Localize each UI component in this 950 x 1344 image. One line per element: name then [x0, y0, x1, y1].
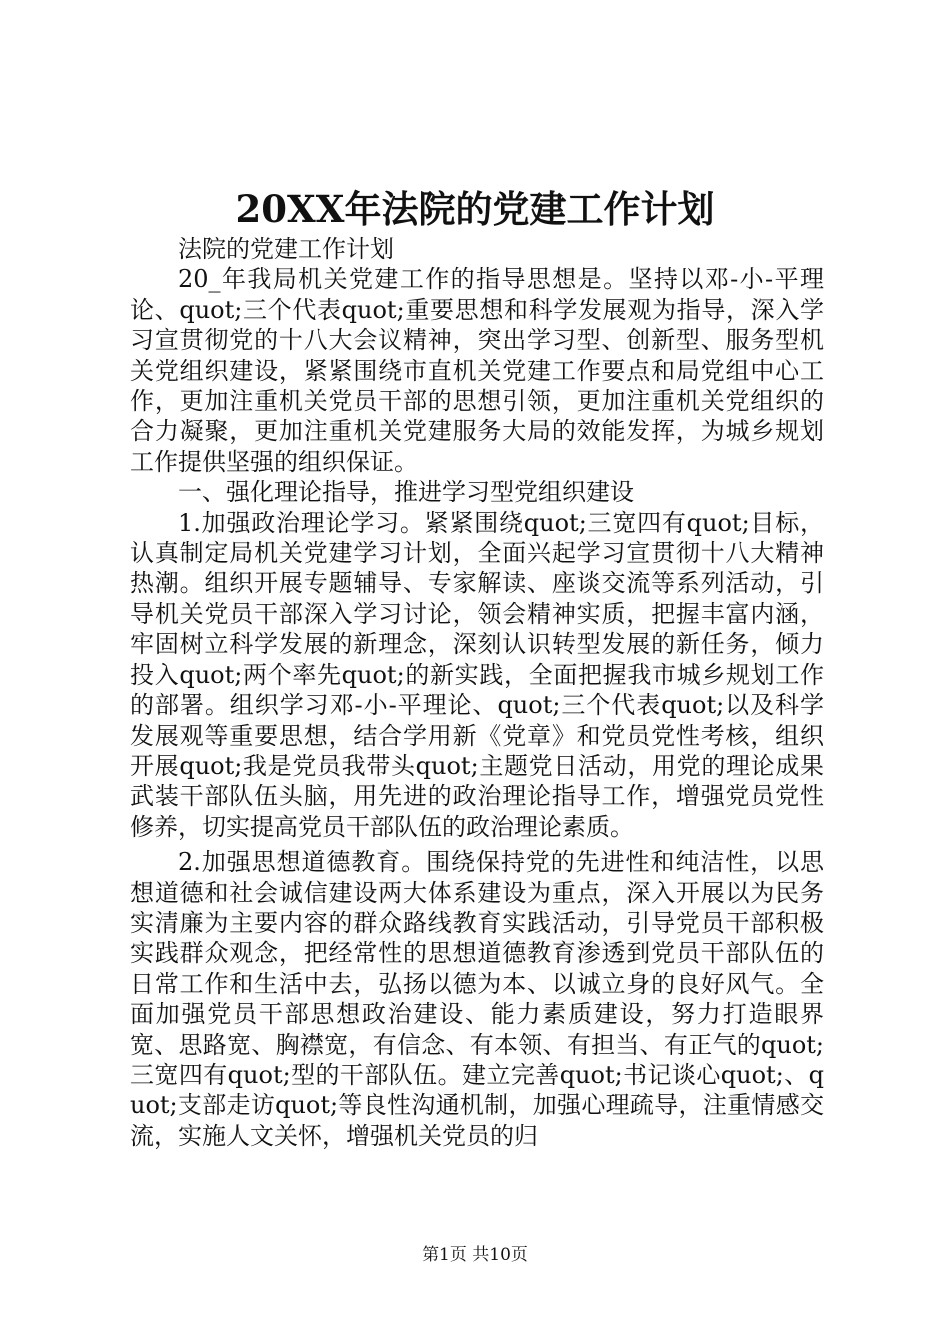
page-footer: 第1页 共10页: [422, 1245, 528, 1265]
paragraph-moral-education: 2.加强思想道德教育。围绕保持党的先进性和纯洁性，以思想道德和社会诚信建设两大体系建设为重点，深入开展以为民务实清廉为主要内容的群众路线教育实践活动，引导党员干部积极实践群众观念，把经常性的思想道德教育渗透到党员干部队伍的日常工作和生活中去，弘扬以德为本、以诚立身的良好风气。全面加强党员干部思想政治建设、能力素质建设，努力打造眼界宽、思路宽、胸襟宽，有信念、有本领、有担当、有正气的quot;三宽四有quot;型的干部队伍。建立完善quot;书记谈心quot;、quot;支部走访quot;等良性沟通机制，加强心理疏导，注重情感交流，实施人文关怀，增强机关党员的归: [130, 848, 824, 1150]
document-body: [130, 234, 824, 1151]
section-heading-1: 一、强化理论指导，推进学习型党组织建设: [178, 478, 634, 507]
paragraph-guiding-thought: 20_年我局机关党建工作的指导思想是。坚持以邓-小-平理论、quot;三个代表quot;重要思想和科学发展观为指导，深入学习宣贯彻党的十八大会议精神，突出学习型、创新型、服务型机关党组织建设，紧紧围绕市直机关党建工作要点和局党组中心工作，更加注重机关党员干部的思想引领，更加注重机关党组织的合力凝聚，更加注重机关党建服务大局的效能发挥，为城乡规划工作提供坚强的组织保证。: [130, 265, 824, 476]
document-title: 20XX年法院的党建工作计划: [235, 187, 715, 231]
paragraph-subtitle: 法院的党建工作计划: [178, 235, 394, 263]
paragraph-political-study: 1.加强政治理论学习。紧紧围绕quot;三宽四有quot;目标，认真制定局机关党建学习计划，全面兴起学习宣贯彻十八大精神热潮。组织开展专题辅导、专家解读、座谈交流等系列活动，引导机关党员干部深入学习讨论，领会精神实质，把握丰富内涵，牢固树立科学发展的新理念，深刻认识转型发展的新任务，倾力投入quot;两个率先quot;的新实践，全面把握我市城乡规划工作的部署。组织学习邓-小-平理论、quot;三个代表quot;以及科学发展观等重要思想，结合学用新《党章》和党员党性考核，组织开展quot;我是党员我带头quot;主题党日活动，用党的理论成果武装干部队伍头脑，用先进的政治理论指导工作，增强党员党性修养，切实提高党员干部队伍的政治理论素质。: [130, 508, 824, 841]
